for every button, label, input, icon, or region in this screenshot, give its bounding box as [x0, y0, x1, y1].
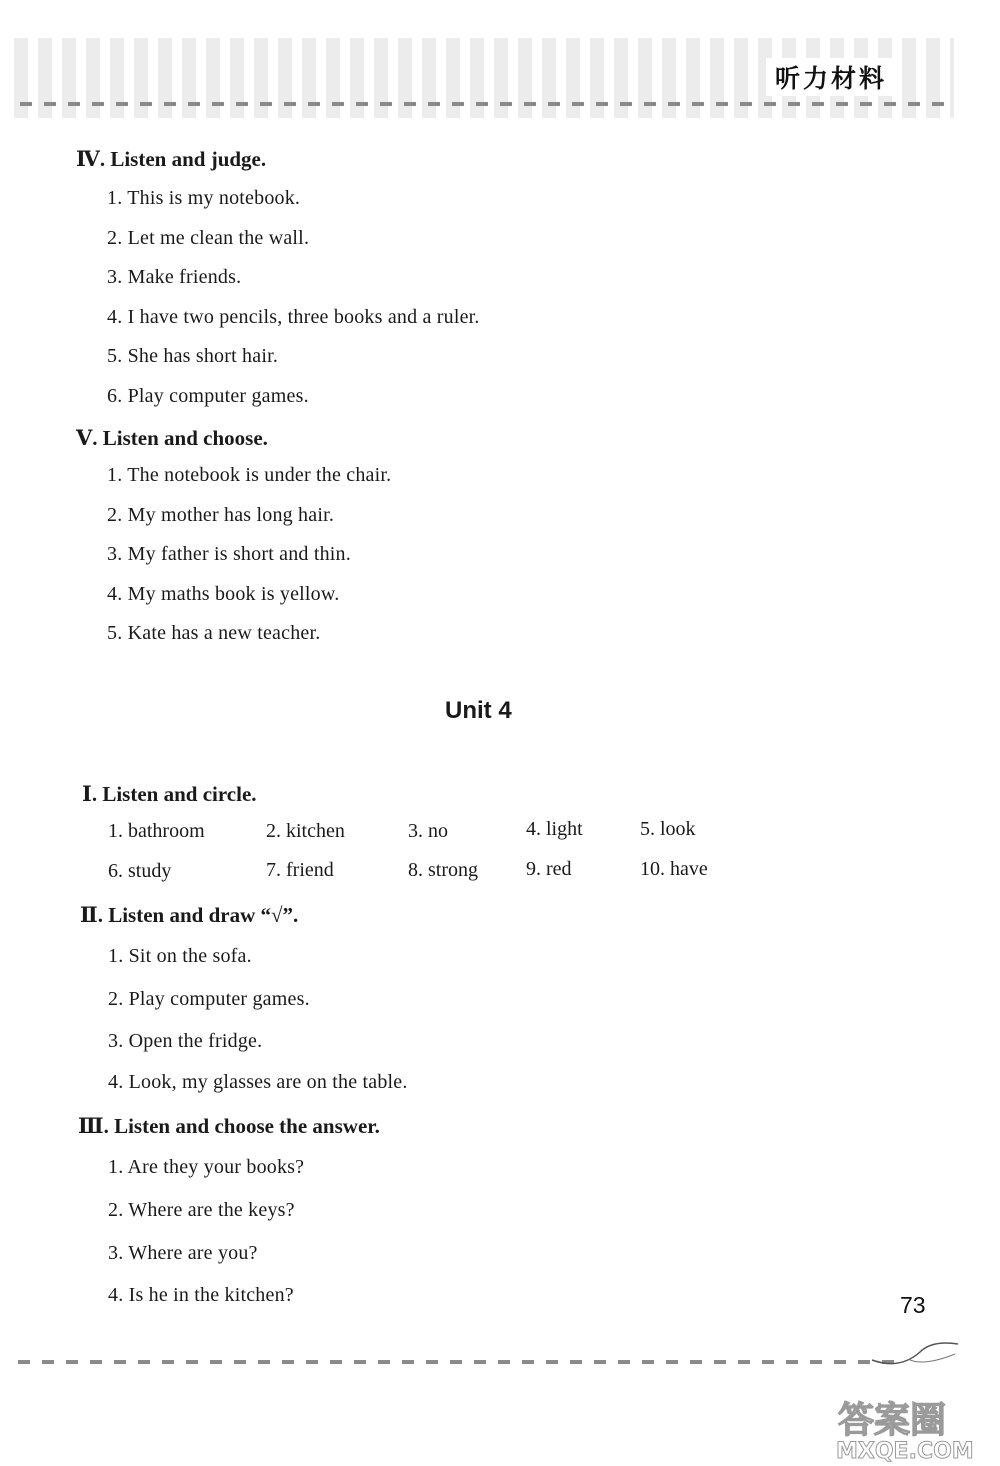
page-number: 73 [900, 1292, 926, 1318]
list-item: 2. Where are the keys? [108, 1199, 295, 1221]
footer-swoosh-icon [870, 1330, 960, 1380]
list-item: 6. Play computer games. [107, 385, 309, 407]
word-item: 6. study [108, 860, 172, 882]
list-item: 1. The notebook is under the chair. [107, 464, 392, 486]
svg-text:MXQE.COM: MXQE.COM [836, 1439, 974, 1462]
svg-text:答案圈: 答案圈 [838, 1400, 947, 1441]
word-item: 5. look [640, 818, 696, 840]
list-item: 3. Open the fridge. [108, 1030, 263, 1052]
list-item: 4. My maths book is yellow. [107, 583, 340, 605]
list-item: 5. She has short hair. [107, 345, 279, 367]
list-item: 4. Look, my glasses are on the table. [108, 1071, 408, 1093]
list-item: 4. Is he in the kitchen? [108, 1284, 294, 1306]
list-item: 3. Make friends. [107, 266, 242, 288]
word-item: 3. no [408, 820, 448, 842]
list-item: 3. My father is short and thin. [107, 543, 351, 565]
list-item: 2. Play computer games. [108, 988, 310, 1010]
word-item: 2. kitchen [266, 820, 345, 842]
list-item: 2. My mother has long hair. [107, 504, 335, 526]
list-item: 3. Where are you? [108, 1242, 258, 1264]
list-item: 1. Sit on the sofa. [108, 945, 252, 967]
word-item: 4. light [526, 818, 583, 840]
word-item: 10. have [640, 858, 708, 880]
section-heading-listen-and-draw: Ⅱ. Listen and draw “√”. [80, 903, 299, 927]
section-heading-listen-and-choose: Ⅴ. Listen and choose. [76, 426, 268, 450]
list-item: 1. This is my notebook. [107, 187, 301, 209]
unit-title: Unit 4 [445, 697, 512, 724]
list-item: 5. Kate has a new teacher. [107, 622, 321, 644]
word-item: 9. red [526, 858, 572, 880]
header-divider [20, 102, 950, 106]
list-item: 1. Are they your books? [108, 1156, 305, 1178]
watermark-logo-icon [830, 1392, 990, 1462]
page-header-title: 听力材料 [766, 58, 896, 96]
footer-divider [18, 1360, 898, 1364]
word-item: 8. strong [408, 859, 478, 881]
word-item: 7. friend [266, 859, 334, 881]
word-item: 1. bathroom [108, 820, 205, 842]
section-heading-listen-and-judge: Ⅳ. Listen and judge. [76, 147, 267, 171]
list-item: 2. Let me clean the wall. [107, 227, 310, 249]
section-heading-listen-and-choose-answer: Ⅲ. Listen and choose the answer. [78, 1114, 380, 1138]
list-item: 4. I have two pencils, three books and a ruler. [107, 306, 480, 328]
section-heading-listen-and-circle: Ⅰ. Listen and circle. [82, 782, 257, 806]
